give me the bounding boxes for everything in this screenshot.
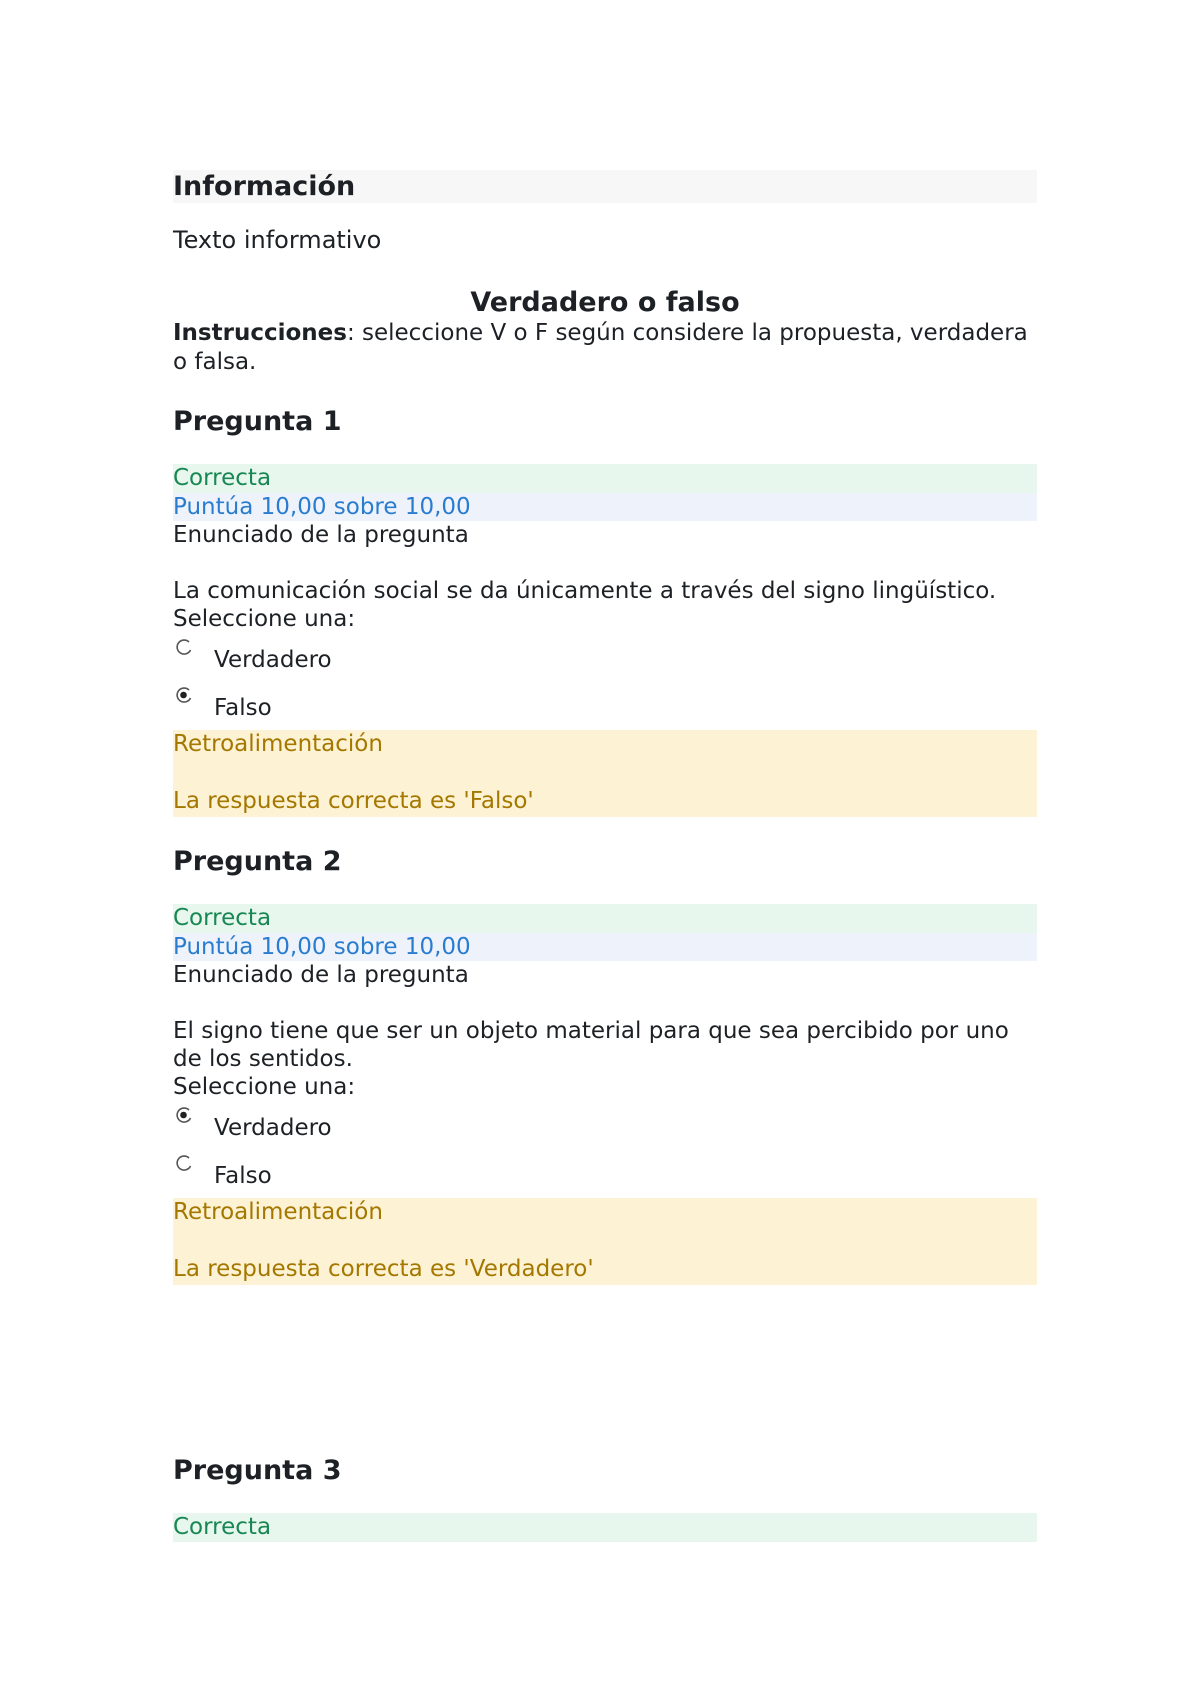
radio-checked-icon[interactable] (175, 686, 193, 704)
instructions-label: Instrucciones (173, 320, 347, 346)
question-state: Correcta (173, 464, 1037, 493)
question-title: Pregunta 1 (173, 406, 342, 437)
question-statement-label: Enunciado de la pregunta (173, 522, 469, 548)
radio-checked-icon[interactable] (175, 1106, 193, 1124)
answer-prompt: Seleccione una: (173, 1074, 356, 1100)
info-text: Texto informativo (173, 226, 382, 254)
answer-option-falso[interactable] (173, 1150, 1037, 1198)
quiz-content (173, 170, 1037, 1542)
feedback-label: Retroalimentación (173, 1199, 383, 1225)
section-title: Verdadero o falso (470, 287, 740, 318)
question-text: El signo tiene que ser un objeto material para que sea percibido por uno de los sentidos. (173, 1018, 1009, 1072)
radio-unchecked-icon[interactable] (175, 1154, 193, 1172)
question-state: Correcta (173, 1513, 1037, 1542)
option-label: Falso (214, 1163, 272, 1189)
feedback-box (173, 1198, 1037, 1285)
answer-option-verdadero[interactable] (173, 1102, 1037, 1150)
info-heading: Información (173, 170, 1037, 203)
question-grade: Puntúa 10,00 sobre 10,00 (173, 933, 1037, 961)
answer-prompt: Seleccione una: (173, 606, 356, 632)
answer-option-falso[interactable] (173, 682, 1037, 730)
answer-option-verdadero[interactable] (173, 634, 1037, 682)
feedback-text: La respuesta correcta es 'Falso' (173, 788, 534, 814)
feedback-box (173, 730, 1037, 817)
option-label: Falso (214, 695, 272, 721)
instructions-text: : seleccione V o F según considere la propuesta, verdadera o falsa. (173, 320, 1028, 375)
question-state: Correcta (173, 904, 1037, 933)
page-break-space (173, 1285, 1037, 1426)
question-grade: Puntúa 10,00 sobre 10,00 (173, 493, 1037, 521)
question-statement-label: Enunciado de la pregunta (173, 962, 469, 988)
instructions (173, 319, 1037, 377)
option-label: Verdadero (214, 1115, 332, 1141)
question-text: La comunicación social se da únicamente a través del signo lingüístico. (173, 578, 997, 604)
option-label: Verdadero (214, 647, 332, 673)
question-title: Pregunta 2 (173, 846, 342, 877)
feedback-text: La respuesta correcta es 'Verdadero' (173, 1256, 594, 1282)
question-title: Pregunta 3 (173, 1455, 342, 1486)
radio-unchecked-icon[interactable] (175, 638, 193, 656)
feedback-label: Retroalimentación (173, 731, 383, 757)
